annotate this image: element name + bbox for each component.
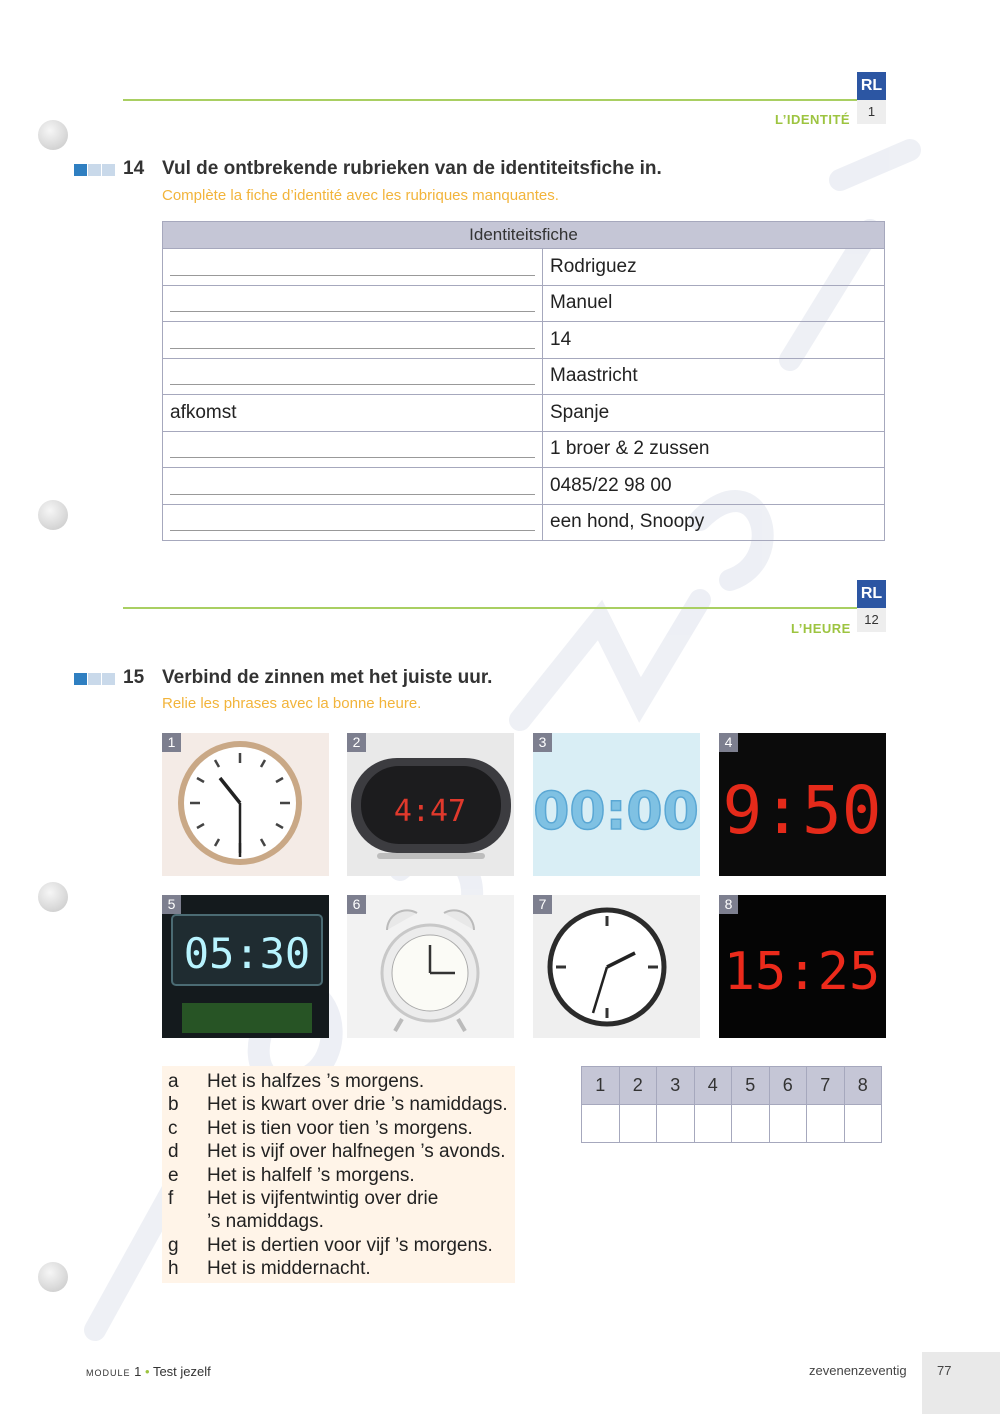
clock-photo-1	[162, 733, 329, 876]
label-cell[interactable]	[163, 358, 543, 395]
section-tag: L’IDENTITÉ	[775, 112, 851, 127]
answer-cell[interactable]	[844, 1105, 882, 1143]
answer-cell[interactable]	[657, 1105, 695, 1143]
photo-number: 2	[347, 733, 366, 752]
photo-number: 6	[347, 895, 366, 914]
digital-display-icon	[719, 895, 886, 1038]
answer-cell[interactable]	[694, 1105, 732, 1143]
answer-header: 4	[694, 1067, 732, 1105]
table-row	[163, 249, 885, 286]
answer-header: 7	[807, 1067, 845, 1105]
photo-number: 5	[162, 895, 181, 914]
answer-header: 2	[619, 1067, 657, 1105]
answer-line[interactable]	[170, 384, 535, 385]
value-cell: een hond, Snoopy	[543, 504, 885, 541]
clock-photo-4	[719, 733, 886, 876]
section-divider	[123, 607, 885, 609]
page-number: 77	[937, 1363, 952, 1378]
value-cell: Manuel	[543, 285, 885, 322]
value-cell: 0485/22 98 00	[543, 468, 885, 505]
wall-clock-icon	[162, 733, 329, 876]
table-row	[163, 431, 885, 468]
label-text: afkomst	[170, 401, 237, 423]
value-cell: Spanje	[543, 395, 885, 432]
answer-cell[interactable]	[582, 1105, 620, 1143]
table-header: Identiteitsfiche	[163, 222, 885, 249]
digital-alarm-clock-icon	[347, 733, 514, 876]
sentence-list: a Het is halfzes ’s morgens. b Het is kwart over drie ’s namiddags. c Het is tien voor tien ’s morgens. d Het is vijf over halfnegen ’s avonds. e Het is halfelf ’s morgens. f Het is vijfentwintig over drie ’s namiddags. g Het is dertien voor vijf ’s morgens. h Het is middernacht.	[162, 1066, 515, 1283]
binder-hole	[38, 120, 68, 150]
page-tab	[922, 1352, 1000, 1414]
answer-header: 6	[769, 1067, 807, 1105]
alarm-clock-icon	[347, 895, 514, 1038]
photo-number: 7	[533, 895, 552, 914]
clock-photo-5	[162, 895, 329, 1038]
clock-display: 05:30	[183, 929, 311, 978]
value-cell: Rodriguez	[543, 249, 885, 286]
exercise-subtitle: Complète la fiche d’identité avec les rubriques manquantes.	[162, 187, 559, 204]
label-cell[interactable]	[163, 431, 543, 468]
answer-header: 1	[582, 1067, 620, 1105]
table-row	[163, 358, 885, 395]
exercise-subtitle: Relie les phrases avec la bonne heure.	[162, 695, 422, 712]
photo-number: 8	[719, 895, 738, 914]
rl-badge: RL	[857, 580, 886, 608]
photo-number: 1	[162, 733, 181, 752]
clock-photo-8	[719, 895, 886, 1038]
clock-photo-3	[533, 733, 700, 876]
answer-cell[interactable]	[619, 1105, 657, 1143]
value-cell: 14	[543, 322, 885, 359]
answer-line[interactable]	[170, 311, 535, 312]
exercise-number: 15	[123, 667, 145, 688]
identity-table	[162, 221, 885, 541]
label-cell[interactable]	[163, 285, 543, 322]
table-row	[163, 285, 885, 322]
photo-number: 4	[719, 733, 738, 752]
clock-photo-6	[347, 895, 514, 1038]
photo-number: 3	[533, 733, 552, 752]
exercise-title: Vul de ontbrekende rubrieken van de identiteitsfiche in.	[162, 158, 662, 179]
difficulty-indicator	[74, 673, 116, 691]
table-row	[163, 395, 885, 432]
label-cell[interactable]	[163, 468, 543, 505]
label-cell	[163, 395, 543, 432]
answer-line[interactable]	[170, 530, 535, 531]
digital-display-icon	[533, 733, 700, 876]
exercise-number: 14	[123, 158, 145, 179]
digital-alarm-clock-icon	[162, 895, 329, 1038]
clock-display: 15:25	[723, 942, 881, 1002]
answer-header: 3	[657, 1067, 695, 1105]
table-row	[163, 468, 885, 505]
section-divider	[123, 99, 885, 101]
answer-header: 5	[732, 1067, 770, 1105]
binder-hole	[38, 882, 68, 912]
answer-cell[interactable]	[732, 1105, 770, 1143]
label-cell[interactable]	[163, 504, 543, 541]
answer-cell[interactable]	[807, 1105, 845, 1143]
clock-photo-2	[347, 733, 514, 876]
table-row	[163, 322, 885, 359]
rl-badge: RL	[857, 72, 886, 100]
wall-clock-icon	[533, 895, 700, 1038]
section-tag: L’HEURE	[791, 621, 851, 636]
value-cell: 1 broer & 2 zussen	[543, 431, 885, 468]
clock-display: 4:47	[393, 794, 467, 829]
binder-hole	[38, 500, 68, 530]
clock-photo-7	[533, 895, 700, 1038]
rl-number: 1	[857, 100, 886, 124]
exercise-title: Verbind de zinnen met het juiste uur.	[162, 667, 493, 688]
answer-cell[interactable]	[769, 1105, 807, 1143]
page-word: zevenenzeventig	[809, 1363, 907, 1378]
clock-display: 00:00	[533, 782, 699, 842]
label-cell[interactable]	[163, 249, 543, 286]
answer-header: 8	[844, 1067, 882, 1105]
difficulty-indicator	[74, 164, 116, 182]
answer-line[interactable]	[170, 494, 535, 495]
digital-display-icon	[719, 733, 886, 876]
binder-hole	[38, 1262, 68, 1292]
rl-number: 12	[857, 608, 886, 632]
answer-line[interactable]	[170, 348, 535, 349]
answer-line[interactable]	[170, 275, 535, 276]
answer-grid	[581, 1066, 882, 1143]
value-cell: Maastricht	[543, 358, 885, 395]
answer-line[interactable]	[170, 457, 535, 458]
label-cell[interactable]	[163, 322, 543, 359]
table-row	[163, 504, 885, 541]
footer-module: module 1 • Test jezelf	[86, 1364, 211, 1379]
clock-display: 9:50	[722, 772, 882, 849]
